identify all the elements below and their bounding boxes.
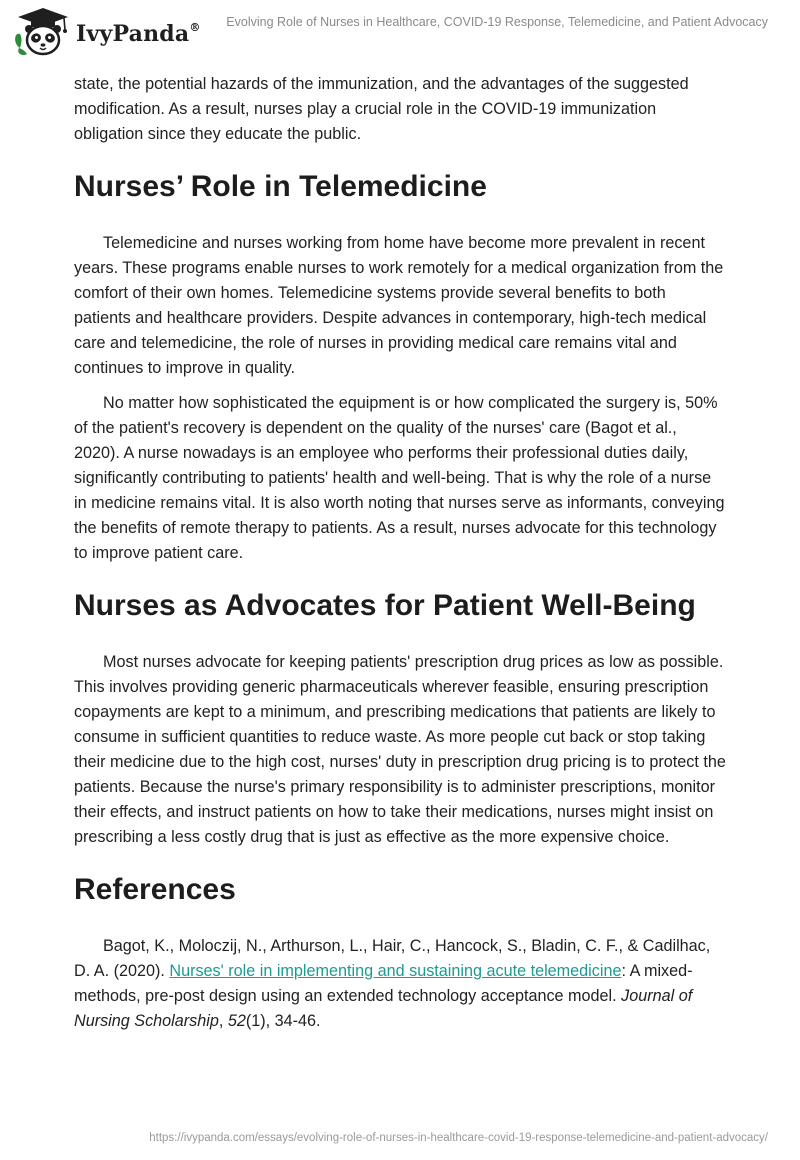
- reference-volume: 52: [227, 1012, 246, 1030]
- telemedicine-paragraph-2: No matter how sophisticated the equipment is or how complicated the surgery is, 50% of the patient's recovery is dependent on the quality of the nurses' care (Bagot et al., 2020). A nurse nowadays is an employee who performs their professional duties daily, significantly contributing to patients' health and well-being. That is why the role of a nurse in medicine remains vital. It is also worth noting that nurses serve as informants, conveying the benefits of remote therapy to patients. As a result, nurses advocate for this technology to improve patient care.: [74, 394, 725, 562]
- intro-paragraph: state, the potential hazards of the immunization, and the advantages of the suggested modification. As a result, nurses play a crucial role in the COVID-19 immunization obligation since they educate the public.: [74, 75, 689, 143]
- brand-name-text: IvyPanda: [76, 21, 190, 47]
- brand-logo[interactable]: [14, 6, 201, 58]
- references-heading: References: [74, 873, 236, 906]
- essay-content: [74, 72, 726, 1044]
- footer-url[interactable]: https://ivypanda.com/essays/evolving-role-of-nurses-in-healthcare-covid-19-response-telemedicine-and-patient-advocacy/: [149, 1132, 768, 1144]
- reference-authors: Bagot, K., Moloczij, N., Arthurson, L., Hair, C., Hancock, S., Bladin, C. F., & Cadilhac, D. A. (2020).: [74, 937, 711, 980]
- reference-issue-pages: (1), 34-46.: [245, 1012, 321, 1030]
- reference-title-link[interactable]: Nurses' role in implementing and sustaining acute telemedicine: [169, 962, 622, 980]
- reference-entry: [74, 934, 726, 1034]
- reference-separator: ,: [218, 1012, 228, 1030]
- ivypanda-logo-icon: [14, 6, 72, 58]
- registered-mark: ®: [189, 20, 201, 34]
- brand-name: [76, 21, 201, 47]
- page-header: [0, 0, 800, 64]
- telemedicine-paragraph-1: Telemedicine and nurses working from home have become more prevalent in recent years. These programs enable nurses to work remotely for a medical organization from the comfort of their own homes. Telemedicine systems provide several benefits to both patients and healthcare providers. Despite advances in contemporary, high-tech medical care and telemedicine, the role of nurses in providing medical care remains vital and continues to improve in quality.: [74, 234, 724, 377]
- reference-journal: Journal of Nursing Scholarship: [74, 987, 693, 1030]
- reference-description: : A mixed-methods, pre-post design using an extended technology acceptance model.: [74, 962, 693, 1005]
- section-heading-advocates: Nurses as Advocates for Patient Well-Being: [74, 589, 696, 622]
- advocates-paragraph-1: Most nurses advocate for keeping patients' prescription drug prices as low as possible. This involves providing generic pharmaceuticals wherever feasible, ensuring prescription copayments are kept to a minimum, and prescribing medications that patients are likely to consume in sufficient quantities to reduce waste. As more people cut back or stop taking their medicine due to the high cost, nurses' duty in prescription drug pricing is to protect the patients. Because the nurse's primary responsibility is to administer prescriptions, monitor their effects, and instruct patients on how to take their medications, nurses might insist on prescribing a less costly drug that is just as effective as the more expensive choice.: [74, 653, 726, 846]
- section-heading-telemedicine: Nurses’ Role in Telemedicine: [74, 170, 487, 203]
- document-title: Evolving Role of Nurses in Healthcare, COVID-19 Response, Telemedicine, and Patient Advocacy: [226, 15, 768, 29]
